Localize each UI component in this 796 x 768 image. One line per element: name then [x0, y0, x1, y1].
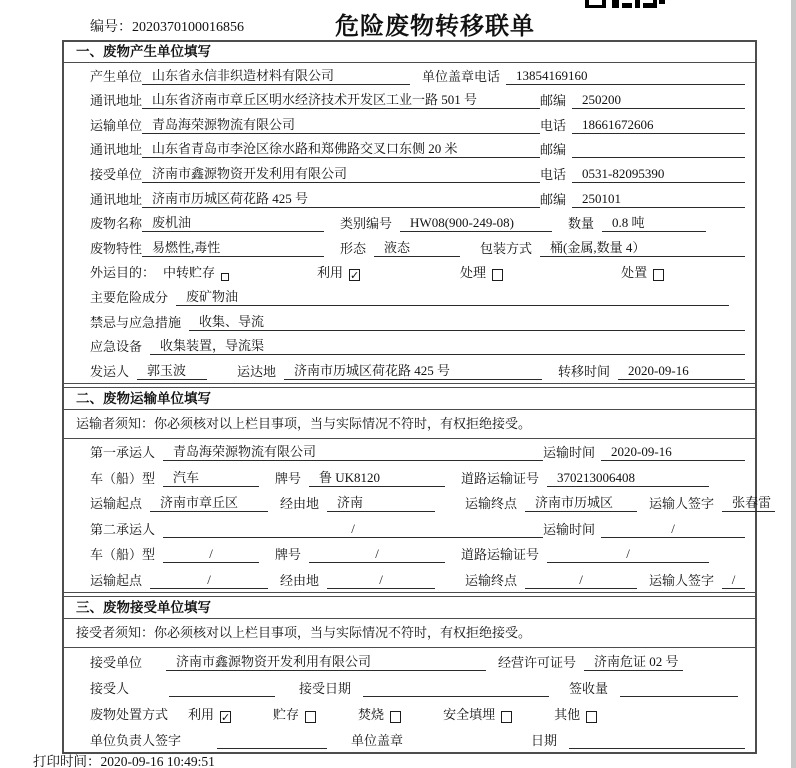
dispatcher-value: 郭玉波: [137, 360, 207, 380]
packing-value: 桶(金属,数量 4）: [540, 237, 745, 257]
zip-label: 邮编: [540, 93, 567, 109]
disposal-landfill-checkbox: [501, 711, 512, 723]
route-via-value: 济南: [327, 492, 435, 512]
producer-address-value: 山东省济南市章丘区明水经济技术开发区工业一路 501 号: [142, 89, 540, 109]
address-label: 通讯地址: [90, 93, 143, 109]
unit-seal-label: 单位盖章: [351, 732, 404, 748]
date-value: [569, 733, 745, 749]
purpose-dispose-checkbox: [653, 269, 664, 281]
road-permit-label: 道路运输证号: [461, 547, 540, 563]
serial-value: 2020370100016856: [132, 20, 244, 35]
signoff-row: [64, 726, 755, 752]
license-value: 济南危证 02 号: [584, 651, 683, 671]
producer-zip-value: 250200: [572, 92, 745, 109]
receiver-zip-value: 250101: [572, 191, 745, 208]
receiver-label: 接受单位: [90, 166, 143, 182]
transport-time-value: 2020-09-16: [601, 444, 745, 461]
route-start-value: 济南市章丘区: [150, 492, 268, 512]
disposal-storage-label: 贮存: [273, 706, 300, 722]
vehicle2-row: [64, 541, 755, 567]
disposal-method-row: [64, 700, 755, 726]
print-time: [33, 750, 215, 768]
producer-row: [64, 63, 755, 88]
transporter-address-row: [64, 137, 755, 162]
plate-value: /: [309, 546, 445, 563]
waste-name-value: 废机油: [142, 212, 324, 232]
phone-label: 电话: [540, 117, 567, 133]
section1-header: 一、废物产生单位填写: [64, 42, 755, 63]
seal-label: 单位盖章: [422, 68, 475, 84]
route-via-label: 经由地: [280, 496, 320, 512]
second-carrier-label: 第二承运人: [90, 521, 156, 537]
transporter-row: [64, 112, 755, 137]
phone-label: 电话: [474, 68, 501, 84]
emergency-equipment-row: [64, 334, 755, 359]
plate-label: 牌号: [275, 547, 302, 563]
accept-date-value: [363, 681, 549, 697]
vehicle-type-label: 车（船）型: [90, 470, 156, 486]
zip-label: 邮编: [540, 191, 567, 207]
page-header: [0, 0, 796, 40]
vehicle-type-value: /: [163, 546, 259, 563]
first-carrier-value: 青岛海荣源物流有限公司: [163, 441, 543, 461]
transporter-phone-value: 18661672606: [572, 117, 745, 134]
first-carrier-row: [64, 439, 755, 465]
serial-label: 编号：: [90, 20, 132, 35]
route-end-label: 运输终点: [465, 496, 518, 512]
transporter-address-value: 山东省青岛市李沧区徐水路和郑佛路交叉口东侧 20 米: [142, 138, 540, 158]
destination-label: 运达地: [237, 363, 277, 379]
disposal-incinerate-label: 焚烧: [358, 706, 385, 722]
road-permit-value: /: [547, 546, 709, 563]
transporter-zip-value: [572, 142, 745, 158]
waste-property-value: 易燃性,毒性: [142, 237, 324, 257]
plate-value: 鲁 UK8120: [309, 467, 445, 487]
disposal-storage-checkbox: [305, 711, 316, 723]
purpose-treat-checkbox: [492, 269, 503, 281]
purpose-dispose-label: 处置: [621, 265, 648, 281]
disposal-landfill-label: 安全填埋: [443, 706, 496, 722]
emergency-equipment-label: 应急设备: [90, 339, 143, 355]
manifest-form: [62, 40, 772, 754]
purpose-transfer-storage-checkbox: [221, 273, 229, 281]
phone-label: 电话: [540, 166, 567, 182]
producer-value: 山东省永信非织造材料有限公司: [142, 65, 410, 85]
accepting-unit-row: [64, 648, 755, 674]
acceptor-value: [169, 681, 275, 697]
form-state-label: 形态: [340, 240, 367, 256]
acceptor-label: 接受人: [90, 680, 130, 696]
hazard-component-row: [64, 284, 755, 309]
packing-label: 包装方式: [480, 240, 533, 256]
category-code-label: 类别编号: [340, 216, 393, 232]
route-start-label: 运输起点: [90, 572, 143, 588]
vehicle-type-label: 车（船）型: [90, 547, 156, 563]
accepting-unit-label: 接受单位: [90, 654, 143, 670]
date-label: 日期: [531, 732, 558, 748]
taboo-measures-row: [64, 309, 755, 334]
received-quantity-value: [620, 681, 738, 697]
purpose-treat-label: 处理: [460, 265, 487, 281]
waste-name-row: [64, 211, 755, 236]
disposal-other-label: 其他: [554, 706, 581, 722]
road-permit-value: 370213006408: [547, 470, 709, 487]
purpose-label: 外运目的：: [90, 265, 156, 281]
address-label: 通讯地址: [90, 142, 143, 158]
vehicle-type-value: 汽车: [163, 467, 259, 487]
purpose-transfer-storage-label: 中转贮存: [163, 265, 216, 281]
serial-number: [90, 16, 244, 36]
plate-label: 牌号: [275, 470, 302, 486]
producer-phone-value: 13854169160: [506, 68, 745, 85]
accepting-unit-value: 济南市鑫源物资开发利用有限公司: [166, 651, 486, 671]
section2-header: 二、废物运输单位填写: [64, 387, 755, 410]
transporter-sign-value: /: [722, 572, 745, 589]
purpose-row: [64, 260, 755, 285]
hazard-component-value: 废矿物油: [176, 286, 729, 306]
transfer-time-value: 2020-09-16: [618, 363, 745, 380]
receiver-row: [64, 161, 755, 186]
responsible-sign-value: [217, 733, 327, 749]
section1-body: [64, 63, 755, 384]
transport-time-label: 运输时间: [543, 445, 596, 461]
waste-name-label: 废物名称: [90, 216, 143, 232]
transporter-sign-value: 张春雷: [722, 492, 775, 512]
taboo-measures-label: 禁忌与应急措施: [90, 314, 182, 330]
section3-header: 三、废物接受单位填写: [64, 596, 755, 619]
responsible-sign-label: 单位负责人签字: [90, 732, 182, 748]
address-label: 通讯地址: [90, 191, 143, 207]
purpose-utilize-label: 利用: [317, 265, 344, 281]
print-time-value: 2020-09-16 10:49:51: [100, 754, 215, 768]
print-time-label: 打印时间：: [33, 754, 101, 768]
page-title: 危险废物转移联单: [335, 13, 535, 40]
producer-label: 产生单位: [90, 68, 143, 84]
purpose-utilize-checkbox: ✓: [350, 269, 360, 283]
route-end-label: 运输终点: [465, 572, 518, 588]
route-start-value: /: [150, 572, 268, 589]
section2-body: [64, 439, 772, 593]
dispatcher-label: 发运人: [90, 363, 130, 379]
dispatch-row: [64, 358, 755, 383]
transporter-notice: 运输者须知：你必须核对以上栏目事项，当与实际情况不符时，有权拒绝接受。: [64, 410, 755, 439]
road-permit-label: 道路运输证号: [461, 470, 540, 486]
transport-time-label: 运输时间: [543, 521, 596, 537]
transport-time-value: /: [601, 521, 745, 538]
taboo-measures-value: 收集、导流: [189, 311, 745, 331]
second-carrier-value: /: [163, 521, 543, 538]
emergency-equipment-value: 收集装置，导流渠: [150, 335, 745, 355]
transporter-sign-label: 运输人签字: [649, 572, 715, 588]
license-label: 经营许可证号: [498, 654, 577, 670]
disposal-utilize-checkbox: ✓: [221, 710, 231, 724]
form-state-value: 液态: [374, 237, 460, 257]
route-via-label: 经由地: [280, 572, 320, 588]
accept-date-label: 接受日期: [299, 680, 352, 696]
destination-value: 济南市历城区荷花路 425 号: [284, 360, 542, 380]
acceptor-row: [64, 674, 755, 700]
receiver-notice: 接受者须知：你必须核对以上栏目事项，当与实际情况不符时，有权拒绝接受。: [64, 619, 755, 648]
route-start-label: 运输起点: [90, 496, 143, 512]
category-code-value: HW08(900-249-08): [400, 215, 552, 232]
vehicle1-row: [64, 464, 755, 490]
disposal-incinerate-checkbox: [390, 711, 401, 723]
receiver-address-value: 济南市历城区荷花路 425 号: [142, 188, 540, 208]
transporter-label: 运输单位: [90, 117, 143, 133]
waste-property-label: 废物特性: [90, 240, 143, 256]
quantity-value: 0.8 吨: [602, 212, 706, 232]
route-end-value: 济南市历城区: [525, 492, 637, 512]
receiver-value: 济南市鑫源物资开发利用有限公司: [142, 163, 540, 183]
zip-label: 邮编: [540, 142, 567, 158]
qr-code-icon: [585, 0, 665, 8]
disposal-method-label: 废物处置方式: [90, 706, 169, 722]
waste-property-row: [64, 235, 755, 260]
route-end-value: /: [525, 572, 637, 589]
receiver-address-row: [64, 186, 755, 211]
transfer-time-label: 转移时间: [558, 363, 611, 379]
section3-body: [64, 648, 755, 752]
receiver-phone-value: 0531-82095390: [572, 166, 745, 183]
route-via-value: /: [327, 572, 435, 589]
producer-address-row: [64, 88, 755, 113]
quantity-label: 数量: [568, 216, 595, 232]
disposal-other-checkbox: [586, 711, 597, 723]
transporter-value: 青岛海荣源物流有限公司: [142, 114, 540, 134]
route2-row: [64, 566, 755, 592]
first-carrier-label: 第一承运人: [90, 445, 156, 461]
transporter-sign-label: 运输人签字: [649, 496, 715, 512]
hazard-component-label: 主要危险成分: [90, 289, 169, 305]
scrollbar[interactable]: [791, 0, 796, 768]
second-carrier-row: [64, 515, 755, 541]
disposal-utilize-label: 利用: [188, 706, 215, 722]
received-quantity-label: 签收量: [569, 680, 609, 696]
route1-row: [64, 490, 772, 516]
